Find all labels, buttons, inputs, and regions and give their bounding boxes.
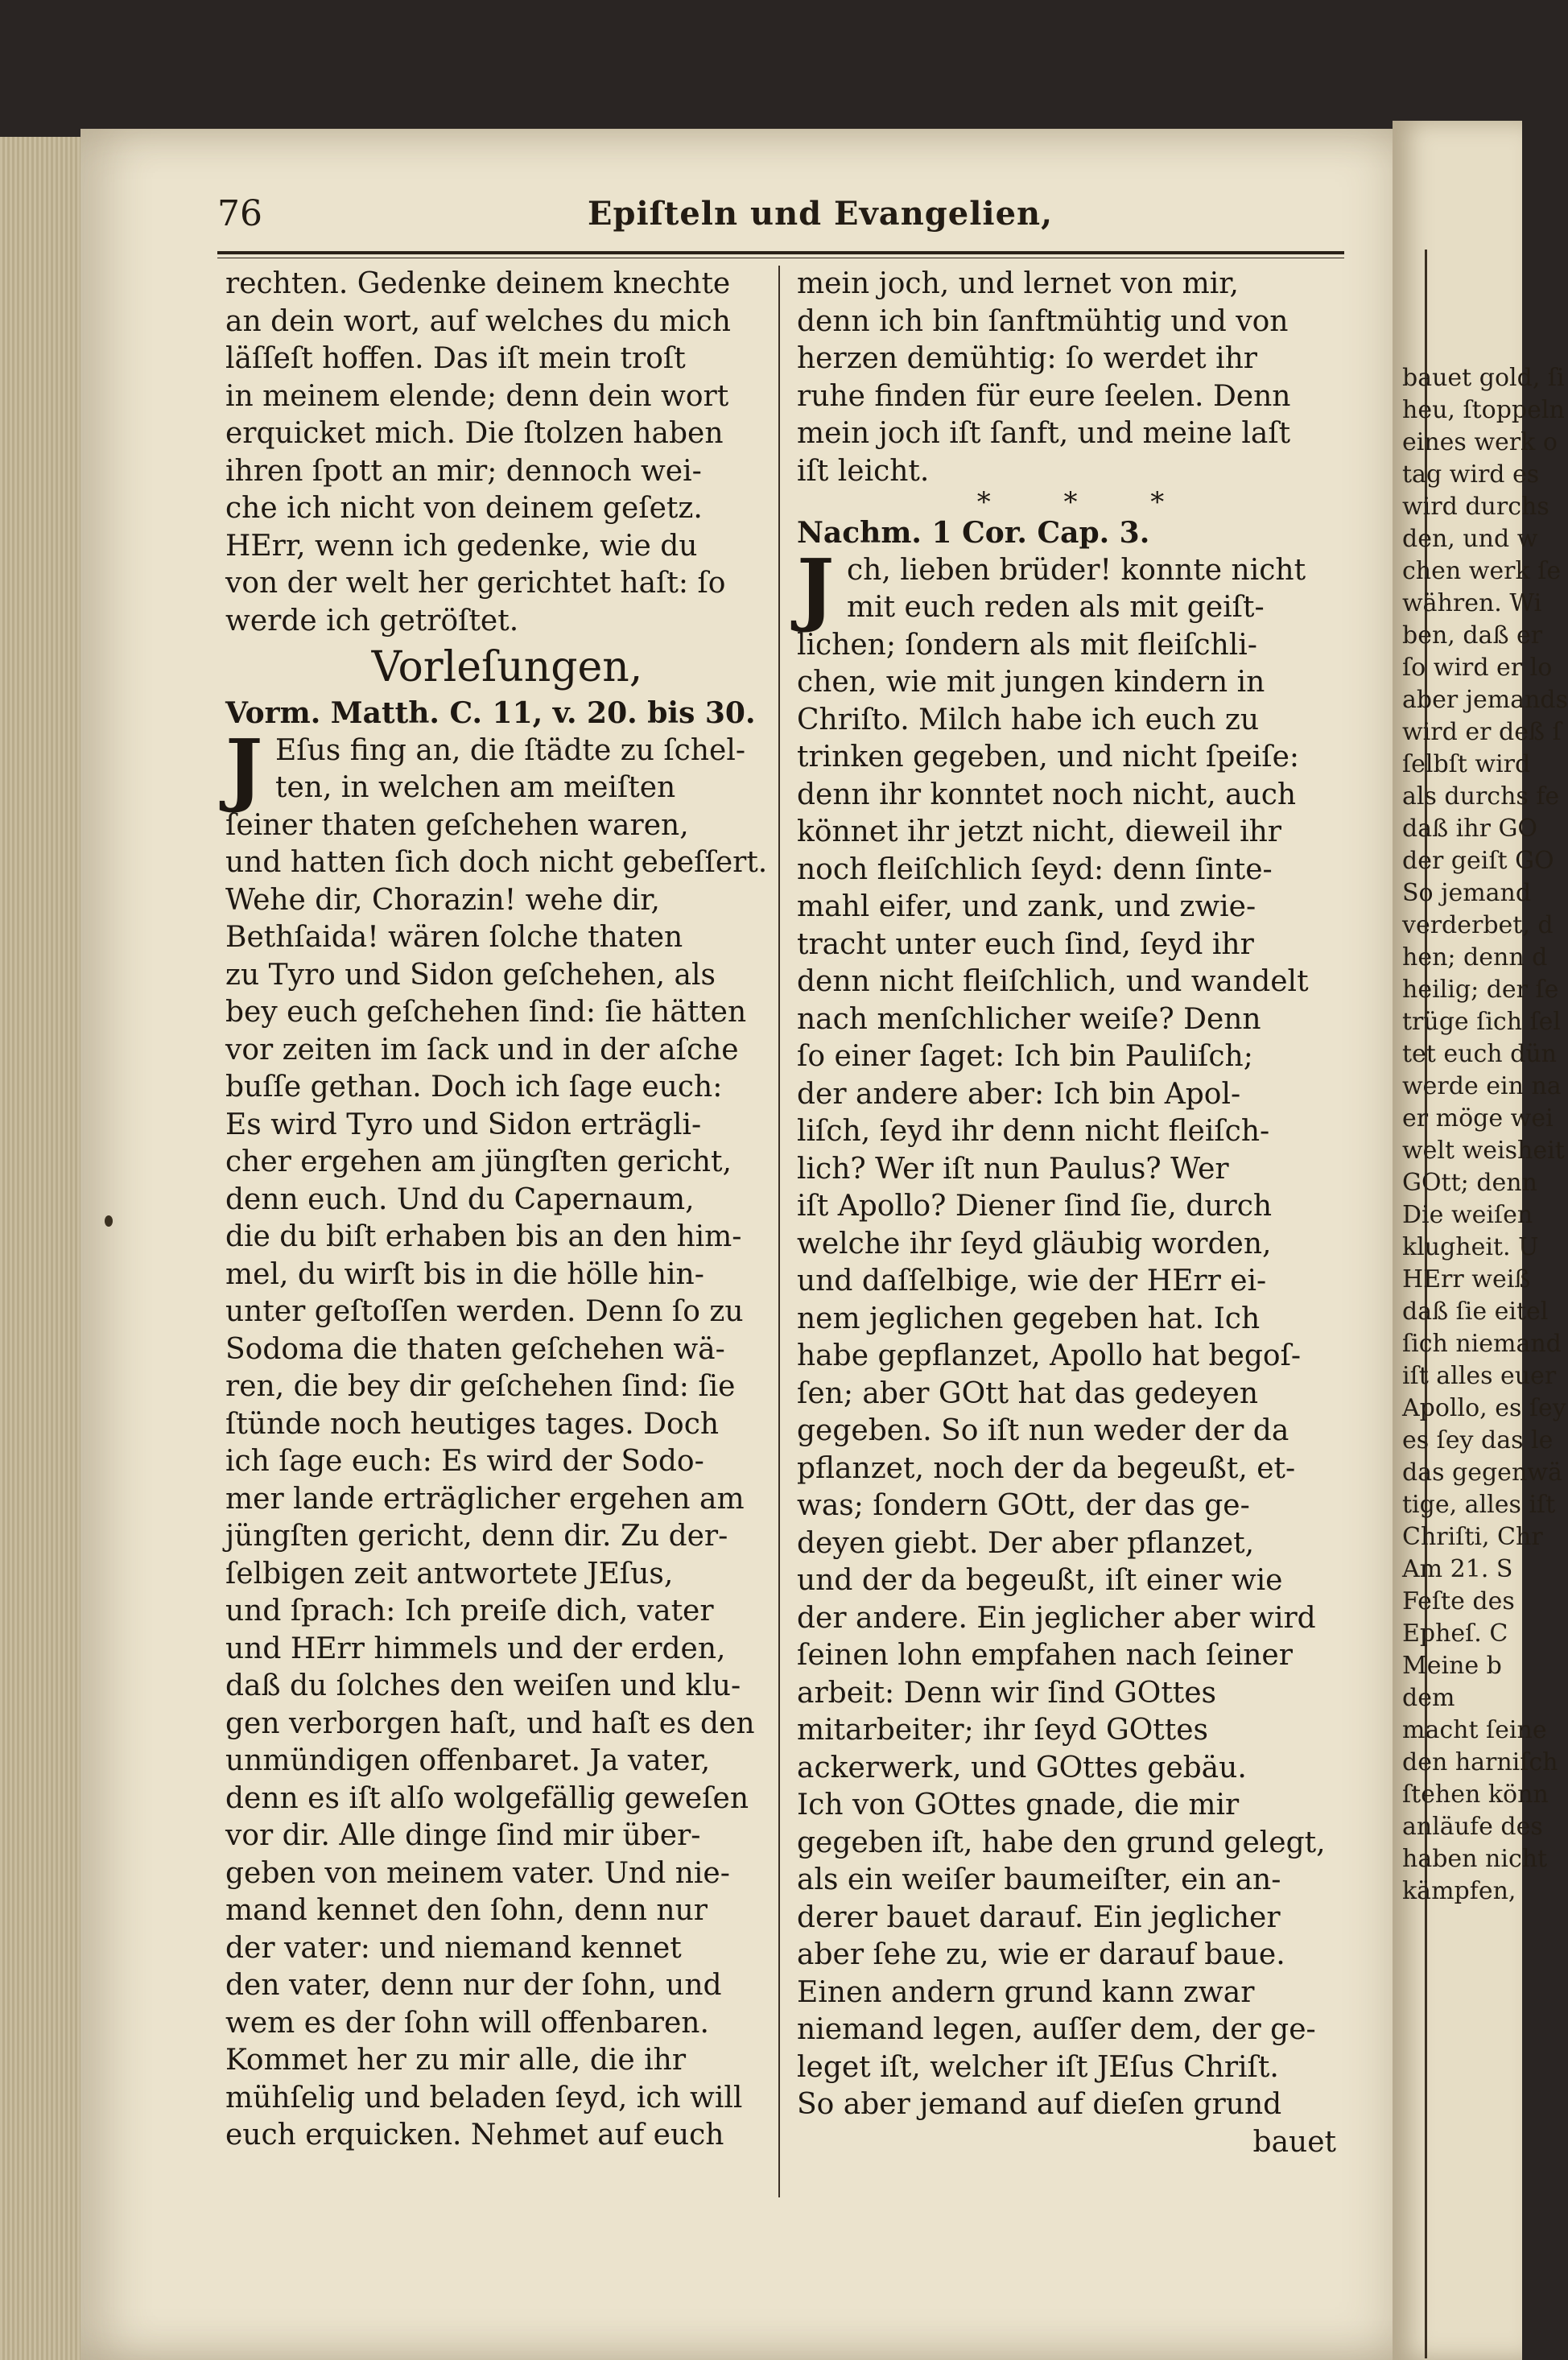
text-line: der andere. Ein jeglicher aber wird: [797, 1601, 1316, 1635]
facing-page-line: ſich niemand: [1402, 1330, 1562, 1358]
text-line: denn ich bin ſanftmühtig und von: [797, 304, 1289, 338]
facing-page-line: ſo wird er lo: [1402, 654, 1553, 682]
text-line: mein joch iſt ſanft, und meine laſt: [797, 417, 1291, 450]
text-line: unter geſtoſſen werden. Denn ſo zu: [225, 1295, 744, 1328]
facing-page-line: heu, ſtoppeln: [1402, 396, 1565, 424]
text-line: Bethſaida! wären ſolche thaten: [225, 921, 683, 954]
text-line: mer lande erträglicher ergehen am: [225, 1482, 745, 1516]
text-line: che ich nicht von deinem geſetz.: [225, 492, 703, 525]
ink-spot: [105, 1215, 113, 1227]
text-line: vor zeiten im ſack und in der aſche: [225, 1033, 739, 1067]
text-line: werde ich getröſtet.: [225, 604, 519, 637]
text-line: chen, wie mit jungen kindern in: [797, 666, 1265, 699]
text-line: lich? Wer iſt nun Paulus? Wer: [797, 1152, 1229, 1186]
text-line: in meinem elende; denn dein wort: [225, 379, 729, 413]
facing-page-line: währen. Wi: [1402, 589, 1542, 617]
facing-page-line: Chriſti, Chr: [1402, 1523, 1543, 1551]
facing-page-line: er möge wei: [1402, 1104, 1554, 1133]
text-line: der vater: und niemand kennet: [225, 1931, 682, 1965]
reading-opening: [797, 542, 1344, 635]
drop-cap: J: [225, 722, 263, 815]
facing-page-fragment: [1393, 121, 1568, 2360]
left-top-text: [225, 266, 789, 640]
text-line: von der welt her gerichtet haſt: ſo: [225, 567, 726, 600]
facing-page-line: iſt alles euer: [1402, 1362, 1557, 1390]
text-line: Wehe dir, Chorazin! wehe dir,: [225, 883, 660, 917]
text-line: denn ihr konntet noch nicht, auch: [797, 778, 1297, 811]
text-line: deyen giebt. Der aber pflanzet,: [797, 1526, 1255, 1560]
facing-page-line: trüge ſich ſel: [1402, 1008, 1562, 1036]
text-line: könnet ihr jetzt nicht, dieweil ihr: [797, 815, 1281, 848]
text-line: iſt Apollo? Diener ſind ſie, durch: [797, 1190, 1273, 1223]
text-line: und hatten ſich doch nicht gebeſſert.: [225, 846, 768, 879]
facing-page-line: klugheit. U: [1402, 1233, 1539, 1261]
facing-page-line: daß ihr GO: [1402, 815, 1538, 843]
text-line: Kommet her zu mir alle, die ihr: [225, 2044, 687, 2077]
text-line: Es wird Tyro und Sidon erträgli-: [225, 1108, 702, 1141]
facing-page-line: wird er deß ſ: [1402, 718, 1562, 746]
facing-page-line: daß ſie eitel: [1402, 1298, 1549, 1326]
facing-page-line: Feſte des: [1402, 1587, 1515, 1615]
text-line: leget iſt, welcher iſt JEſus Chriſt.: [797, 2050, 1279, 2084]
text-line: ch, lieben brüder! konnte nicht: [847, 553, 1306, 587]
facing-page-line: das gegenwä: [1402, 1458, 1562, 1487]
facing-page-line: Meine b: [1402, 1652, 1502, 1680]
facing-page-line: verderbet, d: [1402, 911, 1554, 939]
facing-page-line: kämpfen,: [1402, 1877, 1516, 1905]
reading-reference: Nachm. 1 Cor. Cap. 3.: [797, 516, 1150, 550]
text-line: ten, in welchen am meiſten: [275, 771, 676, 804]
text-line: denn es iſt alſo wolgefällig geweſen: [225, 1781, 749, 1815]
text-line: ren, die bey dir geſchehen ſind: ſie: [225, 1370, 736, 1403]
catchword: bauet: [1252, 2125, 1336, 2159]
facing-page-line: dem: [1402, 1684, 1455, 1712]
header-rule: [217, 251, 1344, 254]
facing-page-line: hen; denn d: [1402, 943, 1548, 972]
right-column: [797, 266, 1344, 2161]
facing-page-line: tet euch dün: [1402, 1040, 1557, 1068]
text-line: die du biſt erhaben bis an den him-: [225, 1220, 742, 1253]
facing-page-line: chen werk ſe: [1402, 557, 1562, 585]
text-line: noch fleiſchlich ſeyd: denn ſinte-: [797, 852, 1273, 886]
text-line: gen verborgen haſt, und haſt es den: [225, 1706, 755, 1740]
left-body-text: [225, 807, 789, 2155]
facing-page-line: wird durchs: [1402, 493, 1549, 521]
text-line: mitarbeiter; ihr ſeyd GOttes: [797, 1714, 1208, 1747]
text-line: und HErr himmels und der erden,: [225, 1632, 726, 1665]
facing-page-line: bauet gold, ſi: [1402, 364, 1565, 392]
text-line: gegeben iſt, habe den grund gelegt,: [797, 1826, 1326, 1859]
text-line: herzen demühtig: ſo werdet ihr: [797, 342, 1257, 375]
text-line: rechten. Gedenke deinem knechte: [225, 267, 731, 300]
running-title: Epiſteln und Evangelien,: [588, 195, 1054, 233]
facing-page-line: GOtt; denn: [1402, 1169, 1537, 1197]
text-line: nach menſchlicher weiſe? Denn: [797, 1002, 1261, 1036]
text-line: mit euch reden als mit geiſt-: [847, 591, 1265, 624]
text-line: ich ſage euch: Es wird der Sodo-: [225, 1445, 704, 1478]
text-line: cher ergehen am jüngſten gericht,: [225, 1145, 732, 1178]
text-line: Einen andern grund kann zwar: [797, 1975, 1255, 2009]
text-line: an dein wort, auf welches du mich: [225, 304, 731, 338]
text-line: ſo einer ſaget: Ich bin Pauliſch;: [797, 1040, 1253, 1073]
text-line: iſt leicht.: [797, 454, 930, 488]
facing-page-line: ſtehen könn: [1402, 1780, 1549, 1809]
text-line: was; ſondern GOtt, der das ge-: [797, 1489, 1250, 1522]
text-line: gegeben. So iſt nun weder der da: [797, 1414, 1289, 1447]
text-line: pflanzet, noch der da begeußt, et-: [797, 1451, 1296, 1485]
text-line: buſſe gethan. Doch ich ſage euch:: [225, 1071, 723, 1104]
text-line: aber ſehe zu, wie er darauf baue.: [797, 1938, 1285, 1971]
facing-page-line: heilig; der ſe: [1402, 976, 1559, 1004]
text-line: arbeit: Denn wir ſind GOttes: [797, 1676, 1217, 1710]
text-line: tracht unter euch ſind, ſeyd ihr: [797, 927, 1254, 961]
text-line: Ich von GOttes gnade, die mir: [797, 1789, 1240, 1822]
text-line: So aber jemand auf dieſen grund: [797, 2088, 1282, 2121]
text-line: der andere aber: Ich bin Apol-: [797, 1077, 1241, 1111]
facing-page-line: Die weiſen: [1402, 1201, 1533, 1229]
text-line: ruhe finden für eure ſeelen. Denn: [797, 379, 1291, 413]
section-heading: Vorleſungen,: [371, 643, 643, 691]
text-line: Chriſto. Milch habe ich euch zu: [797, 703, 1260, 736]
text-line: ſelbigen zeit antwortete JEſus,: [225, 1557, 674, 1591]
page-number: 76: [217, 193, 262, 234]
text-line: mel, du wirſt bis in die hölle hin-: [225, 1257, 704, 1291]
text-line: habe gepflanzet, Apollo hat begoſ-: [797, 1339, 1302, 1372]
facing-page-line: ben, daß er: [1402, 621, 1543, 650]
text-line: als ein weiſer baumeiſter, ein an-: [797, 1863, 1281, 1896]
facing-page-line: Epheſ. C: [1402, 1619, 1508, 1648]
text-line: erquicket mich. Die ſtolzen haben: [225, 417, 724, 450]
facing-page-line: es ſey das le: [1402, 1426, 1554, 1454]
facing-page-line: als durchs fe: [1402, 782, 1560, 811]
text-line: Sodoma die thaten geſchehen wä-: [225, 1332, 725, 1366]
text-line: ſeinen lohn empfahen nach ſeiner: [797, 1639, 1293, 1672]
facing-page-line: der geiſt GO: [1402, 847, 1554, 875]
text-line: läſſeſt hoffen. Das iſt mein troſt: [225, 342, 686, 375]
facing-page-line: So jemand: [1402, 879, 1532, 907]
text-line: mein joch, und lernet von mir,: [797, 267, 1239, 300]
text-line: wem es der ſohn will offenbaren.: [225, 2006, 709, 2040]
facing-page-line: tag wird es: [1402, 460, 1540, 489]
facing-page-lines: [1393, 362, 1568, 1908]
text-line: und ſprach: Ich preiſe dich, vater: [225, 1595, 714, 1628]
right-body-text: [797, 627, 1344, 2124]
text-line: zu Tyro und Sidon geſchehen, als: [225, 958, 716, 992]
text-line: daß du ſolches den weiſen und klu-: [225, 1669, 741, 1702]
text-line: HErr, wenn ich gedenke, wie du: [225, 529, 698, 563]
text-line: ſeiner thaten geſchehen waren,: [225, 808, 689, 842]
text-line: denn euch. Und du Capernaum,: [225, 1182, 695, 1216]
text-line: Eſus fing an, die ſtädte zu ſchel-: [275, 733, 745, 767]
facing-page-line: macht ſeine: [1402, 1716, 1547, 1744]
text-line: und daſſelbige, wie der HErr ei-: [797, 1265, 1267, 1298]
facing-page-line: Am 21. S: [1402, 1555, 1513, 1583]
text-line: jüngſten gericht, denn dir. Zu der-: [225, 1520, 728, 1553]
text-line: derer bauet darauf. Ein jeglicher: [797, 1900, 1281, 1934]
text-line: trinken gegeben, und nicht ſpeiſe:: [797, 741, 1300, 774]
drop-cap: J: [797, 542, 835, 635]
facing-page-line: Apollo, es ſey: [1402, 1394, 1566, 1422]
text-line: den vater, denn nur der ſohn, und: [225, 1969, 722, 2002]
text-line: nem jeglichen gegeben hat. Ich: [797, 1302, 1261, 1335]
text-line: ackerwerk, und GOttes gebäu.: [797, 1751, 1247, 1784]
reading-reference: Vorm. Matth. C. 11, v. 20. bis 30.: [225, 696, 756, 730]
text-line: welche ihr ſeyd gläubig worden,: [797, 1227, 1272, 1260]
text-line: geben von meinem vater. Und nie-: [225, 1856, 730, 1890]
facing-page-line: tige, alles iſt: [1402, 1491, 1556, 1519]
facing-page-line: den, und w: [1402, 525, 1538, 553]
text-line: bey euch geſchehen ſind: ſie hätten: [225, 996, 747, 1029]
text-line: liſch, ſeyd ihr denn nicht fleiſch-: [797, 1115, 1270, 1148]
text-line: mand kennet den ſohn, denn nur: [225, 1894, 708, 1927]
reading-opening: [225, 722, 789, 815]
facing-page-line: den harniſch: [1402, 1748, 1558, 1776]
facing-page-line: welt weisheit: [1402, 1137, 1565, 1165]
text-line: mahl eifer, und zank, und zwie-: [797, 890, 1256, 923]
text-line: ihren ſpott an mir; dennoch wei-: [225, 454, 702, 488]
facing-page-line: HErr weiß: [1402, 1265, 1531, 1293]
text-line: euch erquicken. Nehmet auf euch: [225, 2119, 724, 2152]
facing-page-line: anläufe des: [1402, 1813, 1543, 1841]
page-header: [217, 193, 1344, 241]
text-line: ſen; aber GOtt hat das gedeyen: [797, 1376, 1259, 1410]
facing-page-line: ſelbſt wird: [1402, 750, 1531, 778]
facing-page-line: aber jemands: [1402, 686, 1568, 714]
facing-page-line: haben nicht: [1402, 1845, 1548, 1873]
text-line: ſtünde noch heutiges tages. Doch: [225, 1407, 720, 1441]
text-line: denn nicht fleiſchlich, und wandelt: [797, 965, 1309, 998]
book-page-edges: [0, 137, 89, 2360]
asterisk-divider: * * *: [976, 486, 1197, 518]
facing-page-line: werde ein na: [1402, 1072, 1562, 1100]
text-line: und der da begeußt, iſt einer wie: [797, 1564, 1283, 1597]
text-line: niemand legen, auſſer dem, der ge-: [797, 2013, 1316, 2046]
text-line: vor dir. Alle dinge ſind mir über-: [225, 1819, 701, 1852]
right-top-text: [797, 266, 1344, 490]
text-line: unmündigen offenbaret. Ja vater,: [225, 1744, 711, 1777]
left-column: [225, 266, 789, 2155]
text-line: lichen; ſondern als mit fleiſchli-: [797, 628, 1257, 662]
facing-page-line: eines werk o: [1402, 428, 1558, 456]
text-line: mühſelig und beladen ſeyd, ich will: [225, 2081, 743, 2115]
